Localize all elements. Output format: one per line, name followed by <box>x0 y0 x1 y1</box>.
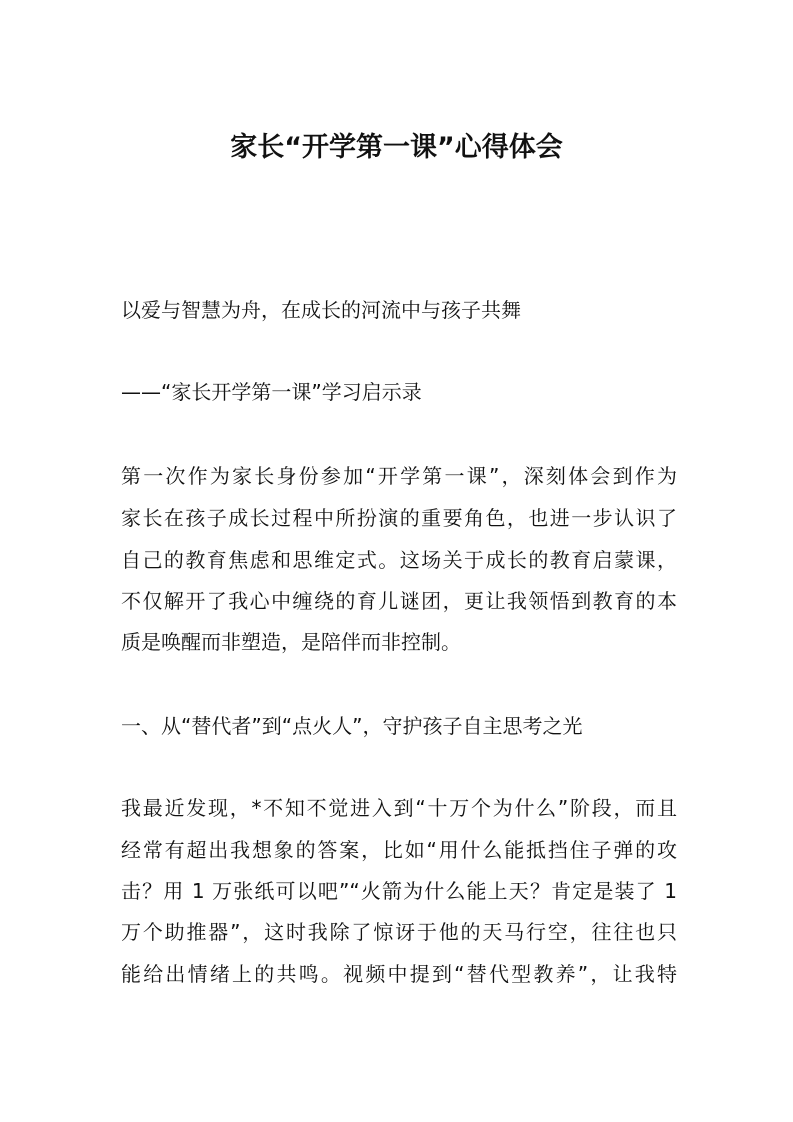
paragraph-line: 击？用 1 万张纸可以吧”“火箭为什么能上天？肯定是装了 1 <box>121 879 677 903</box>
paragraph-line: 经常有超出我想象的答案，比如“用什么能抵挡住子弹的攻 <box>121 838 677 862</box>
paragraph-line: 我最近发现，*不知不觉进入到“十万个为什么”阶段，而且 <box>121 796 677 820</box>
paragraph-line: 第一次作为家长身份参加“开学第一课”，深刻体会到作为 <box>121 464 677 488</box>
paragraph-line: 自己的教育焦虑和思维定式。这场关于成长的教育启蒙课， <box>121 548 677 572</box>
document-title: 家长“开学第一课”心得体会 <box>230 132 563 163</box>
section-heading: 一、从“替代者”到“点火人”，守护孩子自主思考之光 <box>121 714 583 738</box>
subtitle: 以爱与智慧为舟，在成长的河流中与孩子共舞 <box>121 298 521 322</box>
paragraph-line: 不仅解开了我心中缠绕的育儿谜团，更让我领悟到教育的本 <box>121 589 677 613</box>
paragraph-line: 万个助推器”，这时我除了惊讶于他的天马行空，往往也只 <box>121 920 677 944</box>
paragraph-line: 质是唤醒而非塑造，是陪伴而非控制。 <box>121 630 461 654</box>
paragraph-line: 家长在孩子成长过程中所扮演的重要角色，也进一步认识了 <box>121 506 677 530</box>
byline: ——“家长开学第一课”学习启示录 <box>121 380 422 404</box>
paragraph-line: 能给出情绪上的共鸣。视频中提到“替代型教养”，让我特 <box>121 962 677 986</box>
